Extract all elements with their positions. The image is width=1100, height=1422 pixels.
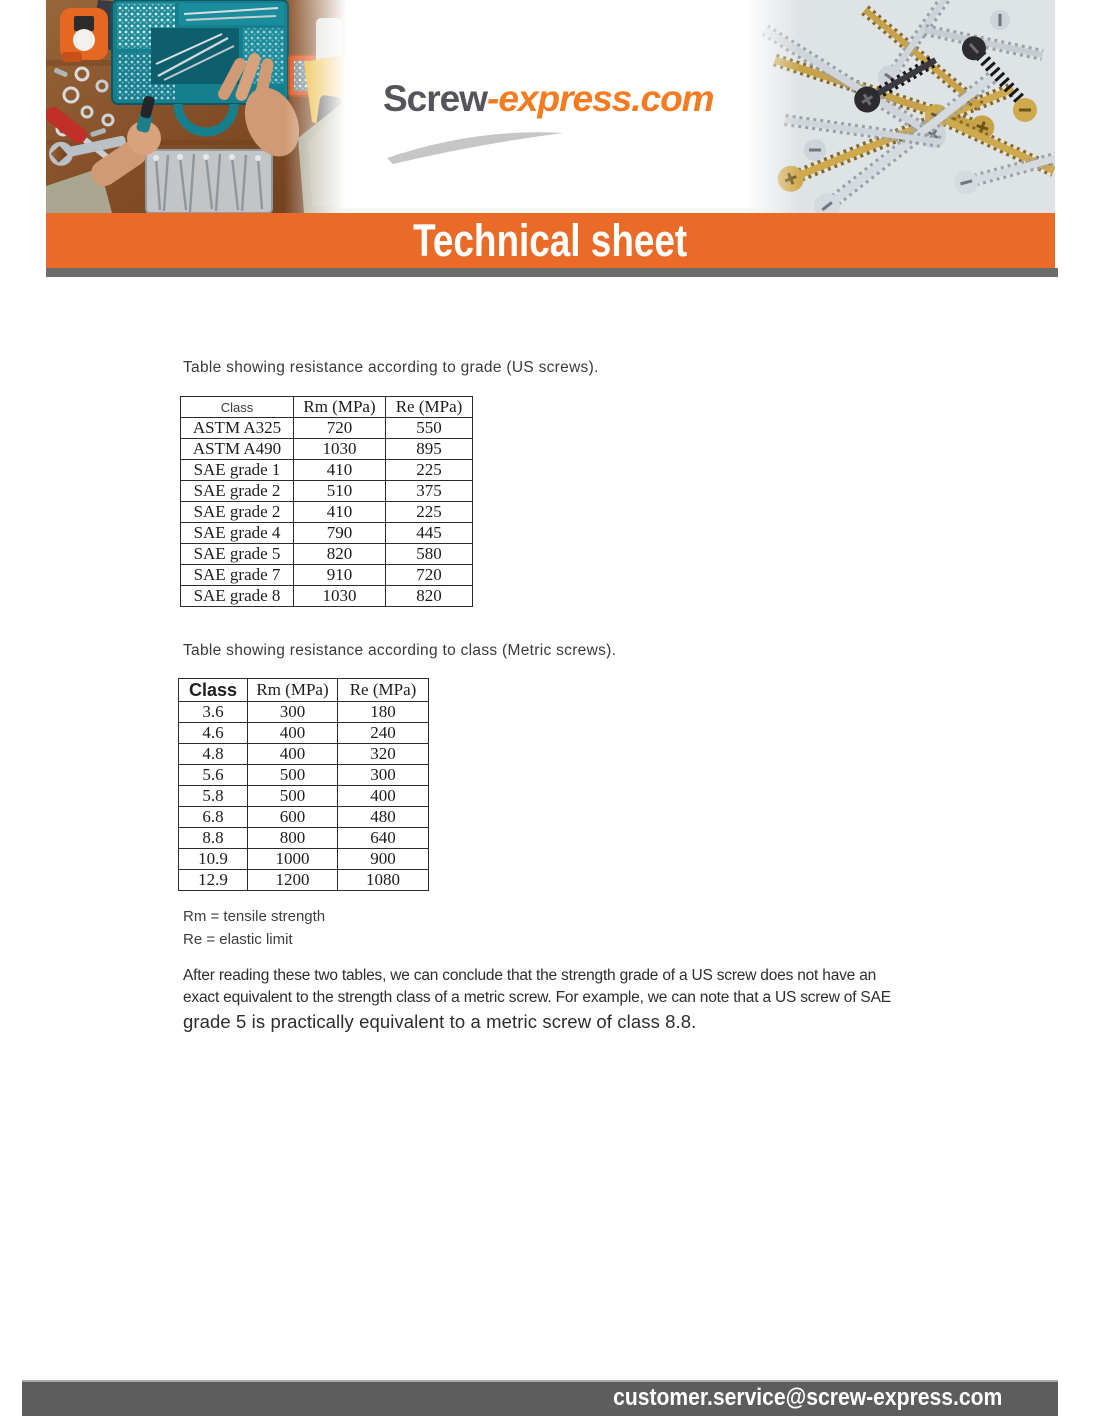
table-cell: 6.8 <box>179 807 248 828</box>
column-header: Class <box>179 679 248 702</box>
table-cell: 510 <box>294 481 386 502</box>
table-cell: 580 <box>386 544 473 565</box>
table-cell: ASTM A490 <box>181 439 294 460</box>
table-cell: SAE grade 8 <box>181 586 294 607</box>
table-cell: 225 <box>386 460 473 481</box>
table-cell: SAE grade 5 <box>181 544 294 565</box>
table-cell: 4.6 <box>179 723 248 744</box>
table-cell: 300 <box>338 765 429 786</box>
table-cell: 895 <box>386 439 473 460</box>
legend-notes <box>183 905 325 951</box>
table-row <box>181 502 473 523</box>
table-cell: SAE grade 4 <box>181 523 294 544</box>
logo-text-express: -express.com <box>487 78 714 119</box>
conclusion-line-2: exact equivalent to the strength class of a metric screw. For example, we can note that a US screw of SAE <box>183 988 891 1006</box>
table-row <box>181 586 473 607</box>
table-cell: 445 <box>386 523 473 544</box>
table-cell: 5.8 <box>179 786 248 807</box>
table-row <box>181 565 473 586</box>
table-cell: 1030 <box>294 586 386 607</box>
banner-title: Technical sheet <box>413 214 688 266</box>
metric-resistance-table <box>178 678 429 891</box>
footer-email: customer.service@screw-express.com <box>612 1384 1002 1411</box>
table-cell: 480 <box>338 807 429 828</box>
site-logo <box>383 78 733 124</box>
banner-accent-bar <box>46 268 1058 277</box>
table-cell: 240 <box>338 723 429 744</box>
table-cell: 800 <box>248 828 338 849</box>
table-row <box>179 870 429 891</box>
table-row <box>179 702 429 723</box>
table-cell: 550 <box>386 418 473 439</box>
logo-swoosh-icon <box>383 128 568 164</box>
footer-bar <box>22 1380 1058 1416</box>
table-cell: 180 <box>338 702 429 723</box>
table-cell: 3.6 <box>179 702 248 723</box>
conclusion-line-1: After reading these two tables, we can conclude that the strength grade of a US screw does not have an <box>183 967 877 984</box>
table-row <box>179 849 429 870</box>
table-row <box>181 418 473 439</box>
note-re: Re = elastic limit <box>183 931 293 948</box>
technical-sheet-banner <box>46 213 1055 268</box>
table-cell: 720 <box>386 565 473 586</box>
table-cell: 4.8 <box>179 744 248 765</box>
table-cell: 600 <box>248 807 338 828</box>
table-cell: 8.8 <box>179 828 248 849</box>
table-cell: 820 <box>386 586 473 607</box>
table-cell: 12.9 <box>179 870 248 891</box>
table-row <box>181 481 473 502</box>
us-resistance-table <box>180 396 473 607</box>
table-cell: 790 <box>294 523 386 544</box>
table-cell: 820 <box>294 544 386 565</box>
conclusion-line-3: grade 5 is practically equivalent to a metric screw of class 8.8. <box>183 1011 697 1032</box>
table-cell: 500 <box>248 786 338 807</box>
screws-pile-photo <box>745 0 1055 213</box>
table-row <box>179 765 429 786</box>
conclusion-paragraph <box>183 965 973 1036</box>
table-cell: 410 <box>294 502 386 523</box>
table-cell: 400 <box>248 744 338 765</box>
column-header: Rm (MPa) <box>248 679 338 702</box>
table-cell: 5.6 <box>179 765 248 786</box>
table-cell: 410 <box>294 460 386 481</box>
table-cell: ASTM A325 <box>181 418 294 439</box>
table-row <box>181 544 473 565</box>
table-cell: 375 <box>386 481 473 502</box>
table-cell: SAE grade 7 <box>181 565 294 586</box>
table-cell: 1200 <box>248 870 338 891</box>
table-cell: 1080 <box>338 870 429 891</box>
table-row <box>179 786 429 807</box>
table-cell: 500 <box>248 765 338 786</box>
table-row <box>181 460 473 481</box>
table-cell: 910 <box>294 565 386 586</box>
table-cell: 225 <box>386 502 473 523</box>
table-cell: 400 <box>248 723 338 744</box>
table-cell: 300 <box>248 702 338 723</box>
table-row <box>179 723 429 744</box>
metric-table-title: Table showing resistance according to class (Metric screws). <box>183 642 617 659</box>
table-cell: 900 <box>338 849 429 870</box>
workbench-photo <box>46 0 346 213</box>
table-cell: SAE grade 2 <box>181 502 294 523</box>
table-cell: 720 <box>294 418 386 439</box>
table-row <box>181 523 473 544</box>
logo-text-screw: Screw <box>383 78 488 119</box>
table-row <box>179 828 429 849</box>
note-rm: Rm = tensile strength <box>183 908 326 925</box>
column-header: Re (MPa) <box>338 679 429 702</box>
column-header: Class <box>181 397 294 418</box>
table-cell: SAE grade 1 <box>181 460 294 481</box>
table-cell: 1000 <box>248 849 338 870</box>
us-table-title: Table showing resistance according to grade (US screws). <box>183 359 599 376</box>
table-row <box>179 744 429 765</box>
table-cell: 400 <box>338 786 429 807</box>
table-row <box>179 807 429 828</box>
table-cell: 640 <box>338 828 429 849</box>
table-cell: 10.9 <box>179 849 248 870</box>
column-header: Rm (MPa) <box>294 397 386 418</box>
table-row <box>181 439 473 460</box>
table-cell: 320 <box>338 744 429 765</box>
table-cell: 1030 <box>294 439 386 460</box>
column-header: Re (MPa) <box>386 397 473 418</box>
table-cell: SAE grade 2 <box>181 481 294 502</box>
